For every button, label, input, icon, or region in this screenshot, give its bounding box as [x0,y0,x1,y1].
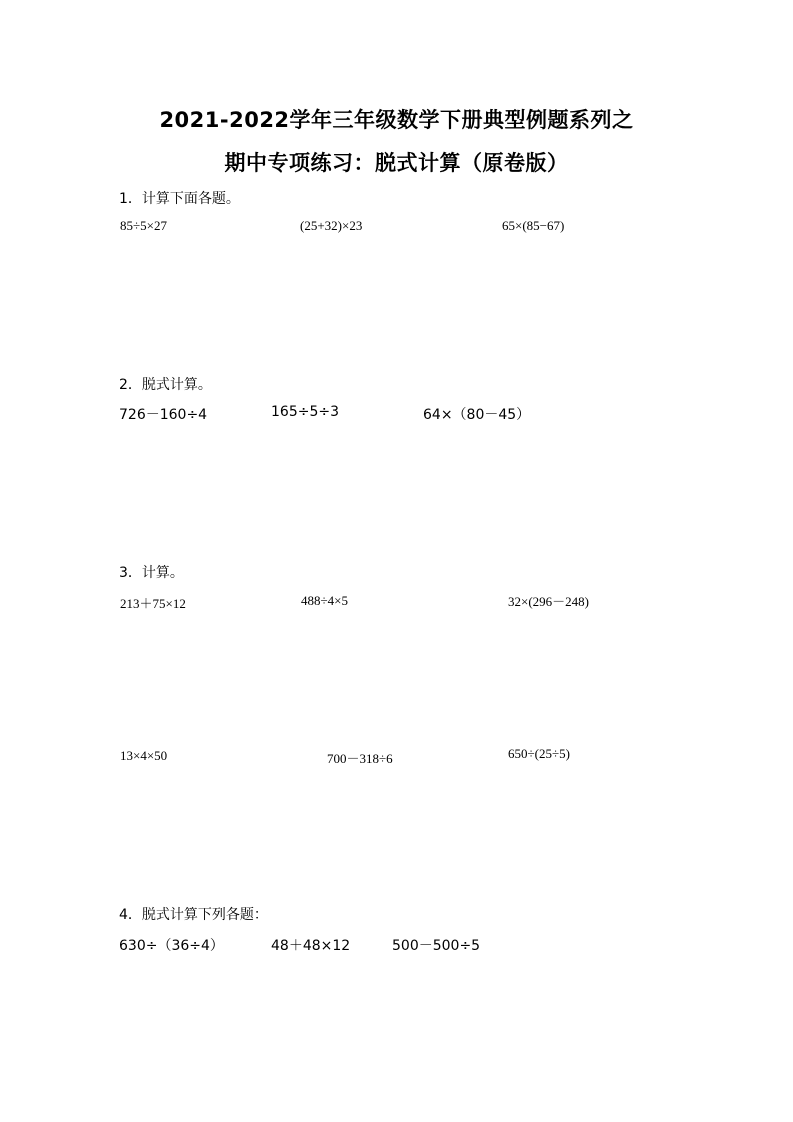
question-4-label: 4．脱式计算下列各题： [119,907,268,923]
question-4-expr-1: 630÷（36÷4） [119,938,224,954]
question-3-expr-1: 213＋75×12 [120,596,186,611]
question-1-expr-1: 85÷5×27 [120,218,167,233]
question-2-label: 2．脱式计算。 [119,377,212,393]
question-3-expr-4: 13×4×50 [120,748,168,763]
question-3-expr-2: 488÷4×5 [301,593,348,608]
question-3-expr-3: 32×(296－248) [508,594,589,609]
question-2-expr-3: 64×（80－45） [423,407,531,423]
question-1-label: 1．计算下面各题。 [119,191,240,207]
question-3-expr-5: 700－318÷6 [327,751,393,766]
question-3-expr-6: 650÷(25÷5) [508,746,570,761]
question-4-expr-2: 48＋48×12 [271,938,351,954]
title-line-1: 2021-2022学年三年级数学下册典型例题系列之 [159,108,634,132]
question-1-expr-2: (25+32)×23 [300,218,363,233]
question-4-expr-3: 500－500÷5 [392,938,481,954]
question-2-expr-1: 726－160÷4 [119,407,208,423]
question-1-expr-3: 65×(85−67) [502,218,565,233]
question-2-expr-2: 165÷5÷3 [271,404,339,420]
question-3-label: 3．计算。 [119,565,184,581]
title-line-2: 期中专项练习：脱式计算（原卷版） [224,151,569,175]
